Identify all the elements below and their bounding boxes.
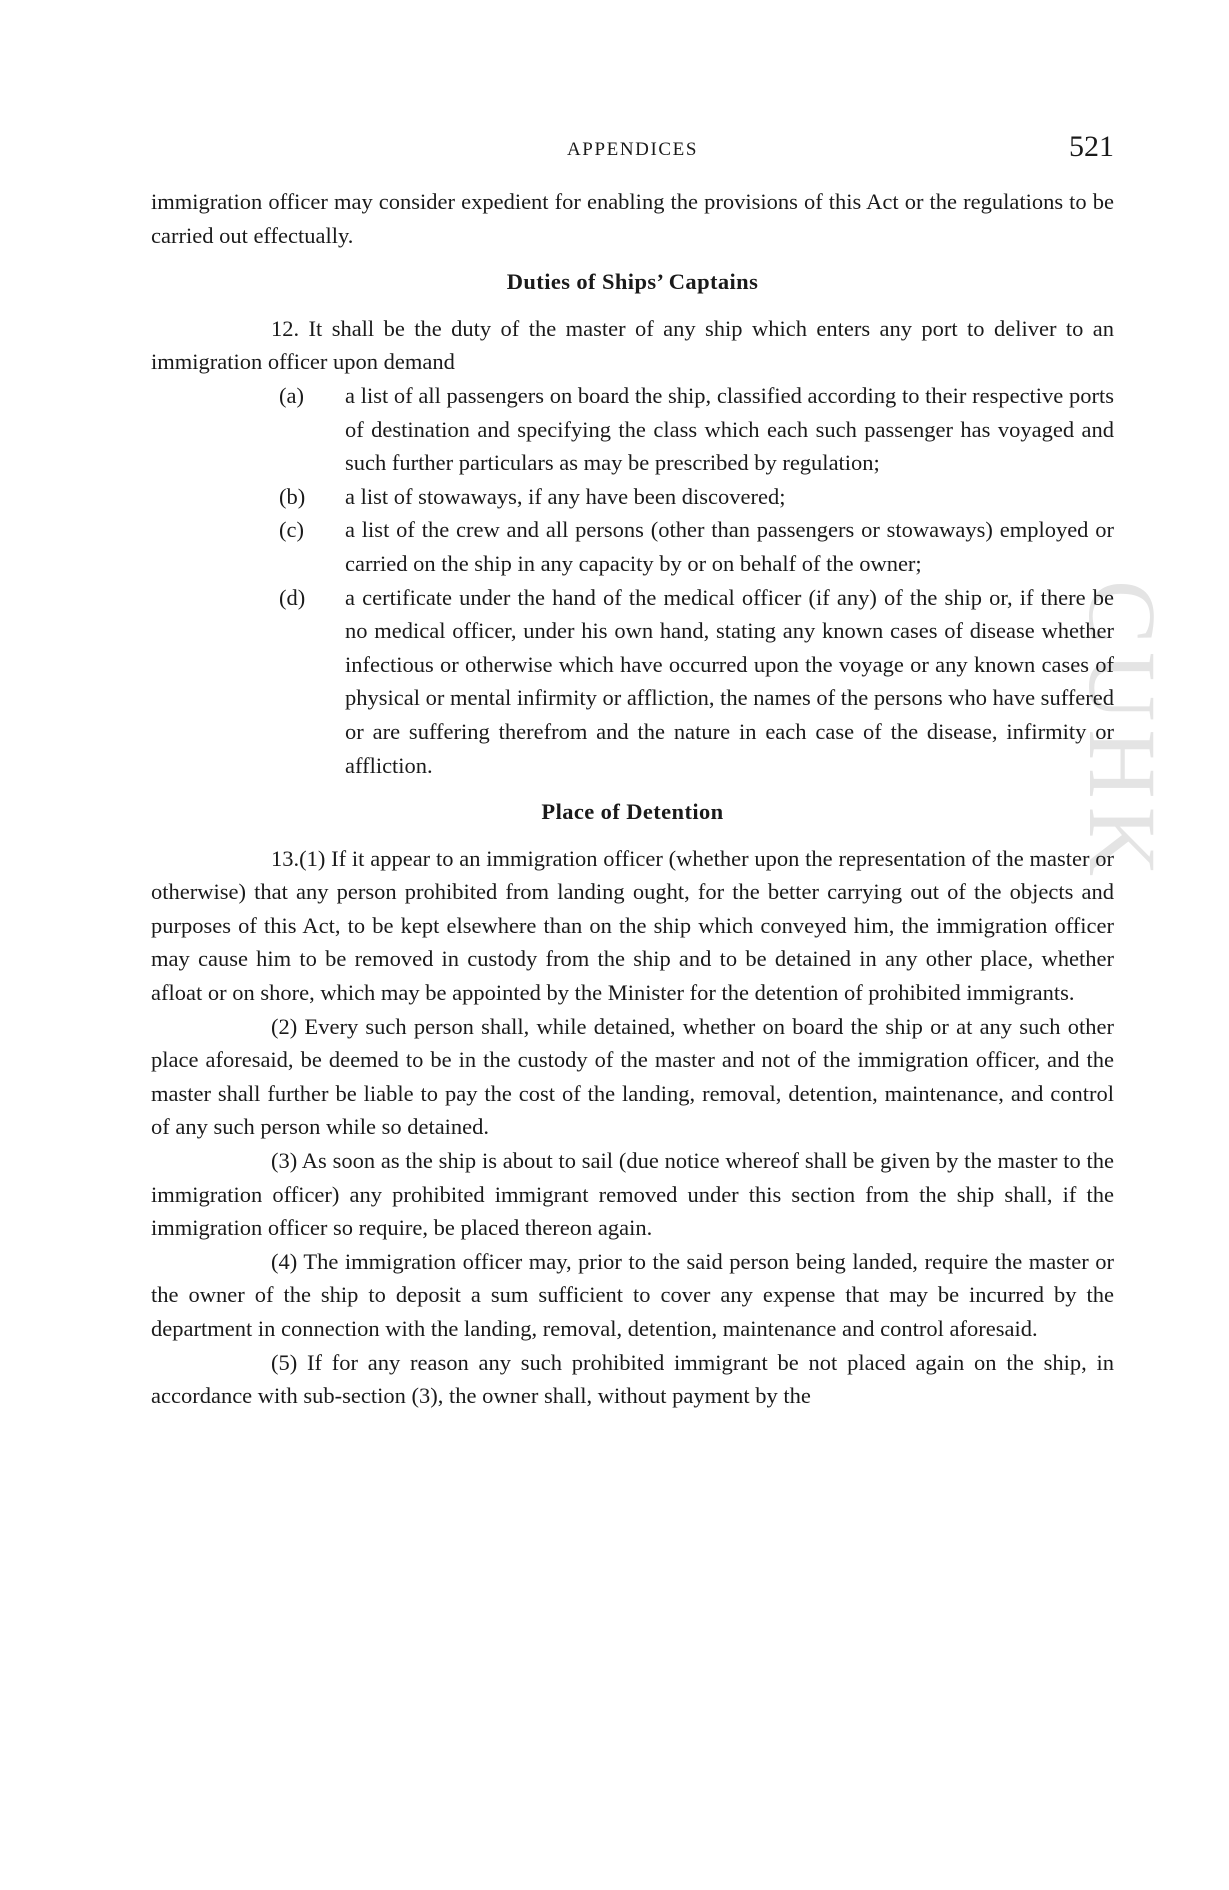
paragraph-12: 12. It shall be the duty of the master of any ship which enters any port to deliver to an immigration officer upon demand [151,315,1114,375]
paragraph-13-5: (5) If for any reason any such prohibited immigrant be not placed again on the ship, in accordance with sub-section (3), the owner shall, without payment by the [151,1349,1114,1409]
list-item-label: (c) [279,517,304,543]
list-item-text: a certificate under the hand of the medical officer (if any) of the ship or, if there be no medical officer, under his own hand, stating any known cases of disease whether infectious or otherwise which have occurred upon the voyage or any known cases of physical or mental infirmity or affliction, the names of the persons who have suffered or are suffering therefrom and the nature in each case of the disease, infirmity or affliction. [345,584,1114,778]
page-number: 521 [1069,130,1114,163]
list-item-text: a list of stowaways, if any have been discovered; [345,483,786,509]
running-head: APPENDICES [566,139,699,160]
paragraph-13-1: 13.(1) If it appear to an immigration officer (whether upon the representation of the master or otherwise) that any person prohibited from landing ought, for the better carrying out of the objects and purposes of this Act, to be kept elsewhere than on the ship which conveyed him, the immigration officer may cause him to be removed in custody from the ship and to be detained in any other place, whether afloat or on shore, which may be appointed by the Minister for the detention of prohibited immigrants. [151,845,1114,1006]
page-header [151,130,1114,170]
paragraph-13-4: (4) The immigration officer may, prior to the said person being landed, require the master or the owner of the ship to deposit a sum sufficient to cover any expense that may be incurred by the department in connection with the landing, removal, detention, maintenance and control aforesaid. [151,1248,1114,1341]
list-item-c [271,513,1114,580]
list-item-b [271,480,1114,514]
paragraph-13-3: (3) As soon as the ship is about to sail (due notice whereof shall be given by the master to the immigration officer) any prohibited immigrant removed under this section from the ship shall, if the immigration officer so require, be placed thereon again. [151,1148,1114,1241]
paragraph-13-2: (2) Every such person shall, while detained, whether on board the ship or at any such other place aforesaid, be deemed to be in the custody of the master and not of the immigration officer, and the master shall further be liable to pay the cost of the landing, removal, detention, maintenance, and control of any such person while so detained. [151,1013,1114,1140]
section-heading-detention: Place of Detention [541,799,724,825]
list-item-d [271,581,1114,783]
list-item-a [271,379,1114,480]
list-item-text: a list of all passengers on board the ship, classified according to their respective ports of destination and specifying the class which each such passenger has voyaged and such further particulars as may be prescribed by regulation; [345,382,1114,476]
list-item-text: a list of the crew and all persons (other than passengers or stowaways) employed or carried on the ship in any capacity by or on behalf of the owner; [345,517,1114,576]
watermark: CUHK [1069,580,1176,885]
list-item-label: (a) [279,382,304,408]
page-body [151,185,1114,1413]
list-item-label: (b) [279,483,306,509]
section-heading-duties: Duties of Ships’ Captains [506,269,759,295]
document-page [151,0,1114,1890]
list-item-label: (d) [279,584,306,610]
paragraph-continued: immigration officer may consider expedient for enabling the provisions of this Act or the regulations to be carried out effectually. [151,189,1114,248]
